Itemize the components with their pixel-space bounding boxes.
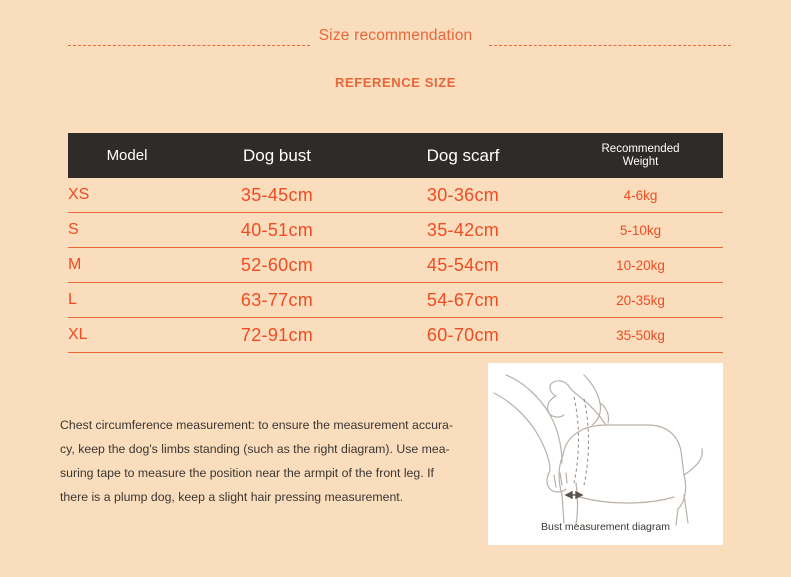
cell-weight: 4-6kg	[558, 178, 723, 213]
table-row	[68, 213, 723, 248]
column-header-model: Model	[106, 147, 148, 164]
cell-model: M	[68, 248, 186, 283]
measurement-note-line-2: cy, keep the dog's limbs standing (such as the right diagram). Use mea-	[60, 442, 450, 456]
cell-model: L	[68, 283, 186, 318]
table-body	[68, 178, 723, 353]
cell-scarf: 35-42cm	[368, 213, 558, 248]
bust-measurement-diagram	[488, 363, 723, 545]
cell-weight: 10-20kg	[558, 248, 723, 283]
cell-bust: 40-51cm	[186, 213, 368, 248]
cell-weight: 5-10kg	[558, 213, 723, 248]
cell-model: XS	[68, 178, 186, 213]
size-table-wrapper	[68, 133, 723, 353]
size-table	[68, 133, 723, 353]
dashed-rule-right	[489, 45, 731, 46]
header	[0, 0, 791, 110]
cell-bust: 52-60cm	[186, 248, 368, 283]
cell-scarf: 54-67cm	[368, 283, 558, 318]
measurement-note-line-4: there is a plump dog, keep a slight hair pressing measurement.	[60, 490, 404, 504]
measurement-note	[60, 413, 460, 509]
measurement-note-line-1: Chest circumference measurement: to ensure the measurement accura-	[60, 418, 453, 432]
measurement-note-line-3: suring tape to measure the position near the armpit of the front leg. If	[60, 466, 434, 480]
cell-model: XL	[68, 318, 186, 353]
column-header-weight-line2: Weight	[622, 155, 659, 168]
column-header-weight	[558, 133, 723, 178]
table-row	[68, 248, 723, 283]
page-subtitle: REFERENCE SIZE	[334, 75, 457, 90]
cell-scarf: 60-70cm	[368, 318, 558, 353]
cell-scarf: 30-36cm	[368, 178, 558, 213]
cell-weight: 20-35kg	[558, 283, 723, 318]
cell-scarf: 45-54cm	[368, 248, 558, 283]
dog-measurement-illustration	[488, 363, 723, 545]
table-row	[68, 178, 723, 213]
cell-model: S	[68, 213, 186, 248]
dashed-rule-left	[68, 45, 310, 46]
cell-bust: 63-77cm	[186, 283, 368, 318]
column-header-scarf: Dog scarf	[426, 145, 500, 165]
table-row	[68, 318, 723, 353]
cell-weight: 35-50kg	[558, 318, 723, 353]
cell-bust: 72-91cm	[186, 318, 368, 353]
table-header-row	[68, 133, 723, 178]
page-title: Size recommendation	[318, 27, 473, 44]
column-header-weight-line1: Recommended	[601, 142, 680, 155]
table-header	[68, 133, 723, 178]
table-row	[68, 283, 723, 318]
cell-bust: 35-45cm	[186, 178, 368, 213]
diagram-caption: Bust measurement diagram	[541, 521, 670, 533]
column-header-bust: Dog bust	[242, 145, 312, 165]
